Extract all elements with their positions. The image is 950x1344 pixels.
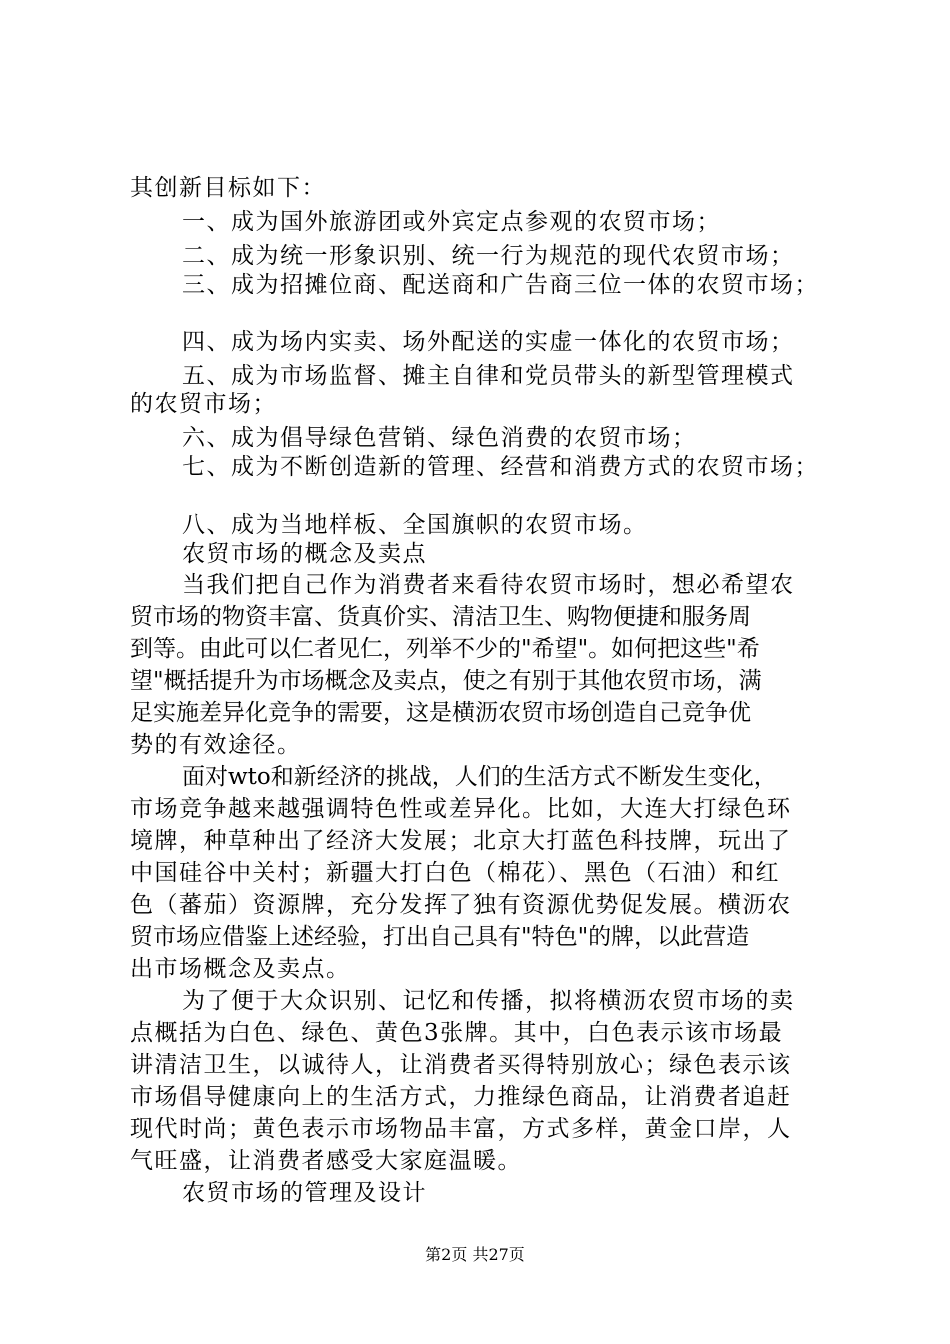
list-item: 四、成为场内实卖、场外配送的实虚一体化的农贸市场； xyxy=(182,329,795,355)
paragraph-line: 中国硅谷中关村；新疆大打白色（棉花）、黑色（石油）和红 xyxy=(130,860,780,886)
list-item: 五、成为市场监督、摊主自律和党员带头的新型管理模式 xyxy=(182,363,795,389)
paragraph-line: 市场倡导健康向上的生活方式，力推绿色商品，让消费者追赶 xyxy=(130,1084,792,1110)
list-item: 七、成为不断创造新的管理、经营和消费方式的农贸市场； xyxy=(182,454,819,480)
paragraph-line: 讲清洁卫生，以诚待人，让消费者买得特别放心；绿色表示该 xyxy=(130,1052,792,1078)
section-heading: 农贸市场的概念及卖点 xyxy=(182,541,427,567)
paragraph-line: 气旺盛，让消费者感受大家庭温暖。 xyxy=(130,1148,522,1174)
paragraph-line: 贸市场的物资丰富、货真价实、清洁卫生、购物便捷和服务周 xyxy=(130,604,751,630)
paragraph-line: 望"概括提升为市场概念及卖点，使之有别于其他农贸市场，满 xyxy=(130,668,762,694)
paragraph-line: 色（蕃茄）资源牌，充分发挥了独有资源优势促发展。横沥农 xyxy=(130,892,792,918)
list-item: 二、成为统一形象识别、统一行为规范的现代农贸市场； xyxy=(182,243,795,269)
paragraph-line: 当我们把自己作为消费者来看待农贸市场时，想必希望农 xyxy=(182,572,795,598)
section-heading: 农贸市场的管理及设计 xyxy=(182,1180,427,1206)
paragraph-line: 到等。由此可以仁者见仁，列举不少的"希望"。如何把这些"希 xyxy=(130,636,760,662)
paragraph-line: 现代时尚；黄色表示市场物品丰富，方式多样，黄金口岸，人 xyxy=(130,1116,792,1142)
paragraph-line: 势的有效途径。 xyxy=(130,732,302,758)
paragraph-line: 出市场概念及卖点。 xyxy=(130,956,351,982)
page-number-footer: 第2页 共27页 xyxy=(425,1245,525,1264)
list-item: 八、成为当地样板、全国旗帜的农贸市场。 xyxy=(182,512,648,538)
list-item-continuation: 的农贸市场； xyxy=(130,391,277,417)
paragraph-line: 面对wto和新经济的挑战，人们的生活方式不断发生变化， xyxy=(182,764,777,790)
paragraph-line: 其创新目标如下： xyxy=(130,175,326,201)
paragraph-line: 点概括为白色、绿色、黄色3张牌。其中，白色表示该市场最 xyxy=(130,1020,784,1046)
paragraph-line: 为了便于大众识别、记忆和传播，拟将横沥农贸市场的卖 xyxy=(182,988,795,1014)
paragraph-line: 贸市场应借鉴上述经验，打出自己具有"特色"的牌，以此营造 xyxy=(130,924,750,950)
list-item: 三、成为招摊位商、配送商和广告商三位一体的农贸市场； xyxy=(182,272,819,298)
list-item: 一、成为国外旅游团或外宾定点参观的农贸市场； xyxy=(182,209,721,235)
paragraph-line: 足实施差异化竞争的需要，这是横沥农贸市场创造自己竞争优 xyxy=(130,700,751,726)
paragraph-line: 境牌，种草种出了经济大发展；北京大打蓝色科技牌，玩出了 xyxy=(130,828,792,854)
list-item: 六、成为倡导绿色营销、绿色消费的农贸市场； xyxy=(182,425,697,451)
paragraph-line: 市场竞争越来越强调特色性或差异化。比如，大连大打绿色环 xyxy=(130,796,792,822)
